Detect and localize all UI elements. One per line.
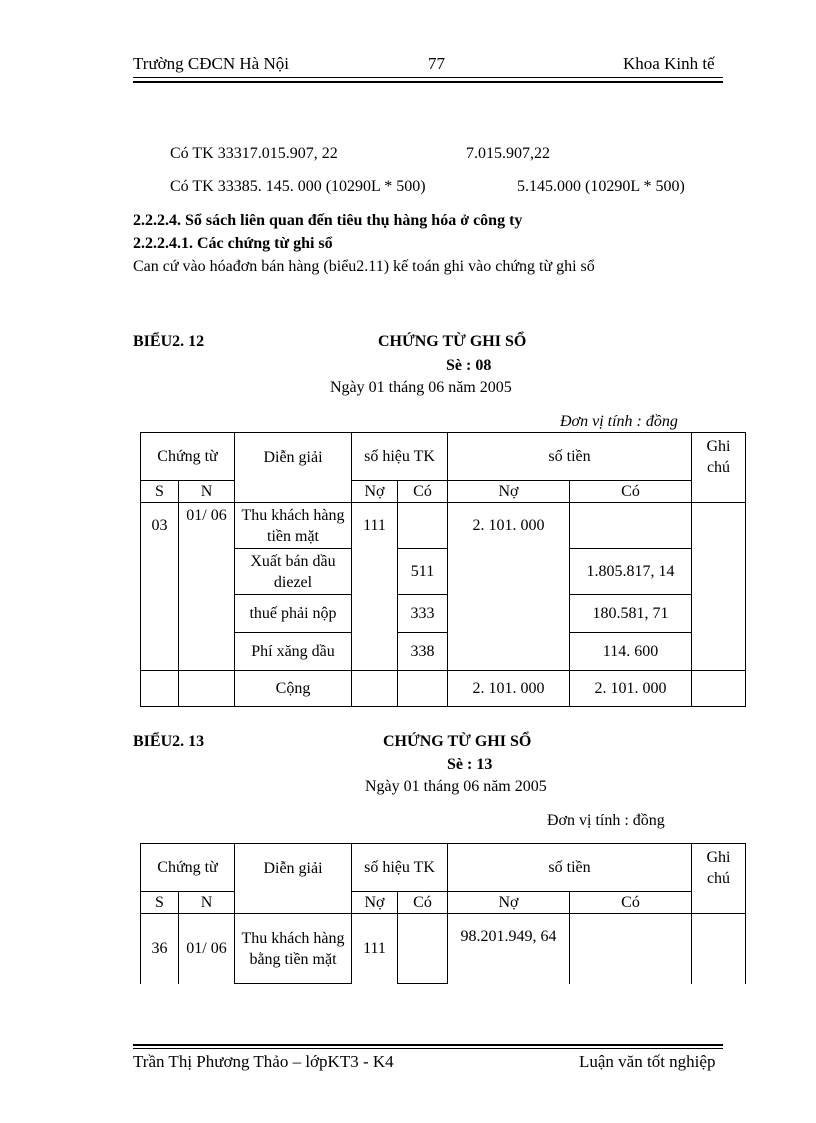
- form13-s: 36: [141, 914, 179, 984]
- form13-row1-amtco: [570, 914, 692, 984]
- form13-hdr-chungtu: Chứng từ: [141, 844, 235, 892]
- entry-line1-left: Có TK 33317.015.907, 22: [170, 145, 338, 162]
- form12-date: Ngày 01 tháng 06 năm 2005: [330, 379, 512, 396]
- form12-row4-amtco: 114. 600: [570, 633, 692, 671]
- form12-row2-desc: Xuất bán dầu diezel: [235, 549, 352, 595]
- form12-table: [140, 432, 746, 707]
- form13-row1-amtno: 98.201.949, 64: [448, 914, 570, 984]
- form12-row1-amtno: 2. 101. 000: [448, 503, 570, 671]
- form13-date: Ngày 01 tháng 06 năm 2005: [365, 778, 547, 795]
- form12-label: BIỂU2. 12: [133, 333, 205, 350]
- footer-rule: [133, 1048, 723, 1049]
- form13-hdr-s: S: [141, 892, 179, 914]
- page-number: 77: [428, 54, 445, 73]
- form12-ghichu-cell: [692, 503, 746, 671]
- form12-hdr-ghichu: Ghi chú: [692, 433, 746, 503]
- form13-n: 01/ 06: [179, 914, 235, 984]
- form12-number: Sè : 08: [446, 357, 492, 374]
- form12-unit: Đơn vị tính : đồng: [560, 413, 678, 430]
- form13-row1-tkno: 111: [352, 914, 398, 984]
- form13-hdr-ghichu: Ghi chú: [692, 844, 746, 914]
- form13-row1-desc: Thu khách hàng bằng tiền mặt: [235, 914, 352, 984]
- form12-row1-desc: Thu khách hàng tiền mặt: [235, 503, 352, 549]
- form12-total-s: [141, 671, 179, 707]
- form13-number: Sè : 13: [447, 756, 493, 773]
- form12-s: 03: [141, 503, 179, 671]
- form13-label: BIỂU2. 13: [133, 733, 205, 750]
- entry-line1-right: 7.015.907,22: [466, 145, 550, 162]
- form13-hdr-n: N: [179, 892, 235, 914]
- form13-hdr-co: Có: [398, 892, 448, 914]
- section-intro: Can cứ vào hóađơn bán hàng (biểu2.11) kế toán ghi vào chứng từ ghi sổ: [133, 258, 595, 275]
- footer-author: Trần Thị Phương Thảo – lớpKT3 - K4: [133, 1052, 394, 1071]
- form12-row3-tkco: 333: [398, 595, 448, 633]
- form12-hdr-tien-no: Nợ: [448, 481, 570, 503]
- form12-total-amtco: 2. 101. 000: [570, 671, 692, 707]
- form12-row1-amtco: [570, 503, 692, 549]
- header-school: Trường CĐCN Hà Nội: [133, 54, 289, 73]
- form12-row4-tkco: 338: [398, 633, 448, 671]
- form12-row4-desc: Phí xăng dầu: [235, 633, 352, 671]
- form13-ghichu-cell: [692, 914, 746, 984]
- entry-line2-right: 5.145.000 (10290L * 500): [517, 178, 685, 195]
- form12-total-amtno: 2. 101. 000: [448, 671, 570, 707]
- header-rule-thick: [133, 81, 723, 83]
- section-heading-2: 2.2.2.4.1. Các chứng từ ghi sổ: [133, 235, 333, 252]
- footer-doc-type: Luận văn tốt nghiệp: [579, 1052, 716, 1071]
- form12-total-label: Cộng: [235, 671, 352, 707]
- entry-line2-left: Có TK 33385. 145. 000 (10290L * 500): [170, 178, 426, 195]
- header-faculty: Khoa Kinh tế: [623, 54, 715, 73]
- form12-total-tkco: [398, 671, 448, 707]
- form13-hdr-tien-no: Nợ: [448, 892, 570, 914]
- form13-hdr-tien-co: Có: [570, 892, 692, 914]
- form12-hdr-s: S: [141, 481, 179, 503]
- form12-row3-desc: thuế phải nộp: [235, 595, 352, 633]
- form12-hdr-sohieu: số hiệu TK: [352, 433, 448, 481]
- form12-row1-tkco: [398, 503, 448, 549]
- form13-title: CHỨNG TỪ GHI SỔ: [383, 733, 532, 750]
- form12-row3-amtco: 180.581, 71: [570, 595, 692, 633]
- form12-n: 01/ 06: [179, 503, 235, 671]
- form13-unit: Đơn vị tính : đồng: [547, 812, 665, 829]
- form12-hdr-chungtu: Chứng từ: [141, 433, 235, 481]
- footer-rule-thick: [133, 1044, 723, 1046]
- form13-hdr-diengiai: Diễn giải: [235, 844, 352, 914]
- form12-hdr-sotien: số tiền: [448, 433, 692, 481]
- form12-row2-tkco: 511: [398, 549, 448, 595]
- form12-total-n: [179, 671, 235, 707]
- form12-hdr-diengiai: Diễn giải: [235, 433, 352, 503]
- form12-hdr-co: Có: [398, 481, 448, 503]
- form12-title: CHỨNG TỪ GHI SỔ: [378, 333, 527, 350]
- form12-total-ghichu: [692, 671, 746, 707]
- form12-hdr-tien-co: Có: [570, 481, 692, 503]
- form12-row1-tkno: 111: [352, 503, 398, 671]
- form12-total-tkno: [352, 671, 398, 707]
- section-heading-1: 2.2.2.4. Sổ sách liên quan đến tiêu thụ hàng hóa ở công ty: [133, 212, 523, 229]
- form13-hdr-sohieu: số hiệu TK: [352, 844, 448, 892]
- form13-hdr-sotien: số tiền: [448, 844, 692, 892]
- form13-hdr-no: Nợ: [352, 892, 398, 914]
- form12-hdr-no: Nợ: [352, 481, 398, 503]
- form12-hdr-n: N: [179, 481, 235, 503]
- form12-row2-amtco: 1.805.817, 14: [570, 549, 692, 595]
- form13-table: [140, 843, 746, 984]
- form13-row1-tkco: [398, 914, 448, 984]
- header-rule: [133, 77, 723, 78]
